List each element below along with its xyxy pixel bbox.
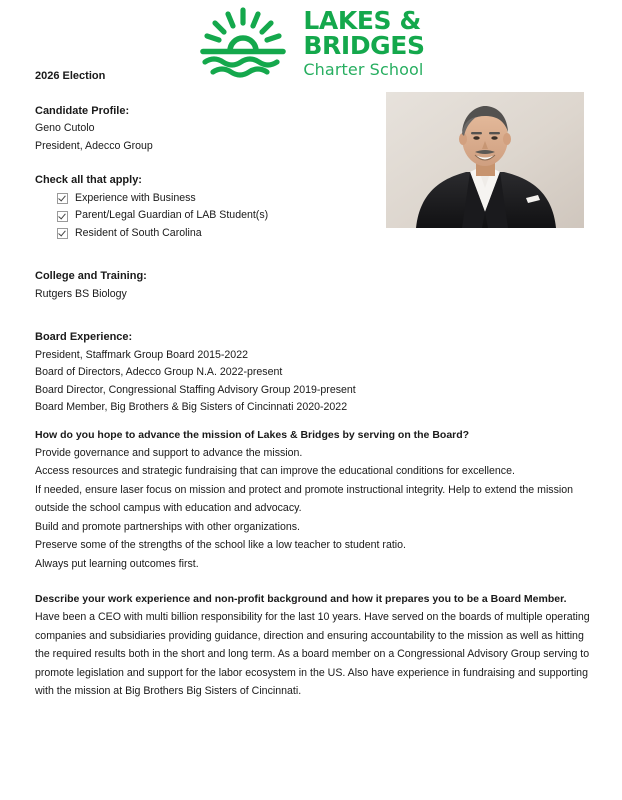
document-body — [35, 68, 591, 701]
candidate-position: President, Adecco Group — [35, 139, 153, 152]
question-mission-line: Always put learning outcomes first. — [35, 557, 199, 570]
logo-subtitle: Charter School — [303, 60, 424, 79]
question-mission-line: Preserve some of the strengths of the school like a low teacher to student ratio. — [35, 539, 406, 551]
candidate-profile-heading: Candidate Profile: — [35, 104, 130, 117]
checkbox-checked-icon[interactable] — [57, 193, 68, 204]
board-experience-item: Board Member, Big Brothers & Big Sisters of Cincinnati 2020-2022 — [35, 401, 348, 413]
checklist-heading: Check all that apply: — [35, 174, 142, 186]
question-mission-line: Build and promote partnerships with other organizations. — [35, 520, 300, 533]
board-experience-item: Board Director, Congressional Staffing Advisory Group 2019-present — [35, 383, 356, 396]
checklist-item-label: Experience with Business — [75, 191, 196, 204]
question-experience-heading: Describe your work experience and non-profit background and how it prepares you to be a Board Member. — [35, 593, 567, 605]
question-mission-line: If needed, ensure laser focus on mission and protect and promote instructional integrity. Help to extend the mission outside the school campus with education and advocacy. — [35, 483, 574, 514]
question-mission-heading: How do you hope to advance the mission of Lakes & Bridges by serving on the Board? — [35, 428, 470, 441]
page-title: 2026 Election — [35, 70, 106, 82]
checklist-item-label: Parent/Legal Guardian of LAB Student(s) — [75, 209, 269, 221]
candidate-name: Geno Cutolo — [35, 122, 95, 134]
checklist — [35, 190, 591, 243]
checklist-item-parent-guardian[interactable] — [35, 207, 591, 225]
question-experience-body: Have been a CEO with multi billion responsibility for the last 10 years. Have served on the boards of multiple operating companies and subsidiaries providing guidance, direction and ensuring accountability to the mission as well as hitting the required results both in the short and long term. As a board member on a Congressional Advisory Group serving to promote legislation and support for the labor ecosystem in the US. Also have experience in fundraising and supporting with the mission at Big Brothers Big Sisters of Cincinnati. — [35, 611, 590, 697]
college-training-value: Rutgers BS Biology — [35, 287, 127, 300]
logo-line-2: BRIDGES — [303, 31, 425, 60]
question-mission-line: Access resources and strategic fundraising that can improve the educational conditions for excellence. — [35, 465, 515, 477]
checklist-item-business[interactable] — [35, 190, 591, 208]
checkbox-checked-icon[interactable] — [57, 228, 68, 239]
logo-line-1: LAKES & — [303, 6, 421, 35]
checkbox-checked-icon[interactable] — [57, 211, 68, 222]
question-mission-line: Provide governance and support to advance the mission. — [35, 446, 303, 459]
checklist-item-resident[interactable] — [35, 225, 591, 243]
board-experience-item: President, Staffmark Group Board 2015-2022 — [35, 348, 248, 361]
checklist-item-label: Resident of South Carolina — [75, 226, 202, 239]
board-experience-heading: Board Experience: — [35, 331, 133, 343]
board-experience-item: Board of Directors, Adecco Group N.A. 2022-present — [35, 366, 283, 378]
college-training-heading: College and Training: — [35, 270, 147, 282]
